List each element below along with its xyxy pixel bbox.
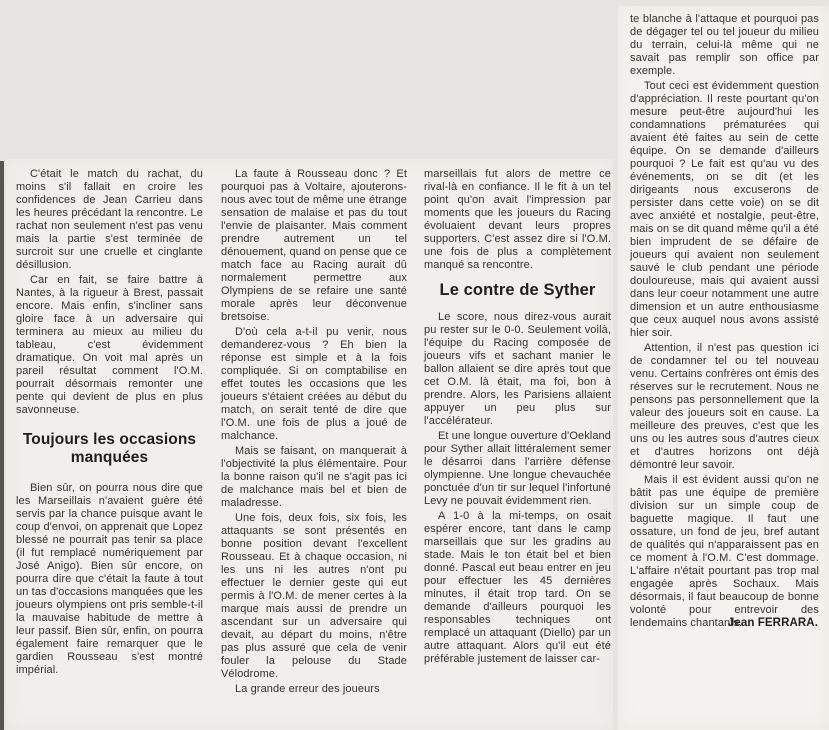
article-paragraph: A 1-0 à la mi-temps, on osait espérer encore, tant dans le camp marseillais que sur les gradins au stade. Mais le ton était bel et bien donné. Pascal eut beau entrer en jeu pour effectuer les 45 dernières minutes, il était trop tard. On se demande d'ailleurs pourquoi les responsables techniques ont remplacé un attaquant (Diello) par un autre attaquant. Alors qu'il eut été préférable justement de laisser car- (424, 510, 611, 665)
column-text (424, 168, 611, 666)
article-paragraph: te blanche à l'attaque et pourquoi pas de dégager tel ou tel joueur du milieu du terrain, celui-là même qui ne savait pas remplir son office par exemple. (630, 13, 819, 77)
article-paragraph: La faute à Rousseau donc ? Et pourquoi pas à Voltaire, ajouterons-nous avec tout de même une étrange sensation de malaise et pas du tout l'envie de plaisanter. Mais comment prendre autrement un tel dénouement, quand on pense que ce match face au Racing aurait dû normalement permettre aux Olympiens de se refaire une santé morale après leur déconvenue bretsoise. (221, 168, 407, 323)
article-column-3 (424, 168, 611, 666)
article-paragraph: La grande erreur des joueurs (235, 683, 380, 695)
scan-edge-line (0, 161, 4, 730)
byline: Jean FERRARA. (727, 617, 818, 629)
article-paragraph: D'où cela a-t-il pu venir, nous demanderez-vous ? Eh bien la réponse est simple et à la fois compliquée. Si on comptabilise en effet toutes les occasions que les joueurs s'étaient créées au début du match, on serait tenté de dire que l'O.M. une fois de plus a joué de malchance. (221, 326, 407, 442)
article-paragraph: Le score, nous direz-vous aurait pu rester sur le 0-0. Seulement voilà, l'équipe du Racing composée de joueurs vifs et sachant manier le ballon allaient se dire après tout que cet O.M. là était, ma foi, bon à prendre. Alors, les Parisiens allaient appuyer un peu plus sur l'accélérateur. (424, 311, 611, 427)
article-column-2 (221, 168, 407, 696)
article-paragraph: marseillais fut alors de mettre ce rival-là en confiance. Il le fit à un tel point qu'on avait l'impression par moments que les joueurs du Racing évoluaient devant leurs propres supporters. C'est assez dire si l'O.M. une fois de plus a complètement manqué sa rencontre. (424, 168, 611, 271)
section-heading: Toujours les occasions manquées (22, 431, 197, 466)
article-paragraph: Et une longue ouverture d'Oekland pour Syther allait littéralement semer le désarroi dans l'arrière défense olympienne. Une longue chevauchée ponctuée d'un tir sur lequel l'infortuné Levy ne pouvait évidemment rien. (424, 430, 611, 507)
article-column-4 (630, 13, 819, 630)
column-text (16, 168, 203, 677)
article-column-1 (16, 168, 203, 677)
article-paragraph: Tout ceci est évidemment question d'appréciation. Il reste pourtant qu'on mesure peut-être aujourd'hui les condamnations prématurées qui avaient été faites au sein de cette équipe. On se demande d'ailleurs pourquoi ? Le fait est qu'au vu des événements, on se dit (et les dirigeants nous excuserons de persister dans cette voie) on se dit avec anxiété et nostalgie, peut-être, mais on se dit quand même qu'il a été bien imprudent de se défaire de joueurs qui avaient non seulement sauvé le club pendant une période douloureuse, mais qui avaient aussi dans leur coeur notamment une autre dimension et un autre enthousiasme que ceux auquel nous avons assisté hier soir. (630, 80, 819, 339)
section-heading: Le contre de Syther (439, 281, 596, 299)
article-paragraph: Bien sûr, on pourra nous dire que les Marseillais n'avaient guère été servis par la chance puisque avant le coup d'envoi, on apprenait que Lopez blessé ne pourrait pas tenir sa place (il fut remplacé numériquement par José Anigo). Bien sûr encore, on pourra dire que c'était la faute à tout un tas d'occasions manquées que les joueurs olympiens ont pris semble-t-il la mauvaise habitude de mettre à leur passif. Bien sûr, enfin, on pourra également faire remarquer que le gardien Rousseau s'est montré impérial. (16, 482, 203, 676)
article-paragraph: Mais il est évident aussi qu'on ne bâtit pas une équipe de première division sur un simple coup de baguette magique. Il faut une ossature, un fond de jeu, bref autant de qualités qui n'apparaissent pas en ce moment à l'O.M. C'est dommage. L'affaire n'était pourtant pas trop mal engagée après Sochaux. Mais désormais, il faut beaucoup de bonne volonté pour entrevoir des lendemains chantants. (630, 474, 819, 629)
article-paragraph: Attention, il n'est pas question ici de condamner tel ou tel nouveau venu. Certains confrères ont émis des réserves sur le recrutement. Nous ne pensons pas personnellement que la valeur des joueurs soit en cause. La meilleure des preuves, c'est que les uns ou les autres sous d'autres cieux et d'autres horizons ont déjà démontré leur savoir. (630, 342, 819, 471)
article-paragraph: Car en fait, se faire battre à Nantes, à la rigueur à Brest, passait encore. Mais enfin, s'incliner sans gloire face à un adversaire qui terminera au mieux au milieu du tableau, c'est évidemment dramatique. On voit mal après un pareil résultat comment l'O.M. pourrait désormais remonter une pente qui devient de plus en plus savonneuse. (16, 274, 203, 416)
article-paragraph: Une fois, deux fois, six fois, les attaquants se sont présentés en bonne position devant l'excellent Rousseau. Et à chaque occasion, ni les uns ni les autres n'ont pu effectuer le dernier geste qui eut permis à l'O.M. de mener certes à la marque mais aussi de prendre un ascendant sur un adversaire qui devait, au départ du moins, n'être pas plus assuré que cela de venir fouler la pelouse du Stade Vélodrome. (221, 512, 407, 680)
column-text (221, 168, 407, 696)
article-paragraph: C'était le match du rachat, du moins s'il fallait en croire les confidences de Jean Carrieu dans les heures précédant la rencontre. Le rachat non seulement n'est pas venu mais la partie s'est terminée de surcroit sur une cruelle et cinglante désillusion. (16, 168, 203, 271)
article-paragraph: Mais se faisant, on manquerait à l'objectivité la plus élémentaire. Pour la bonne raison qu'il ne s'agit pas ici de malchance mais bel et bien de maladresse. (221, 445, 407, 509)
column-text (630, 13, 819, 630)
